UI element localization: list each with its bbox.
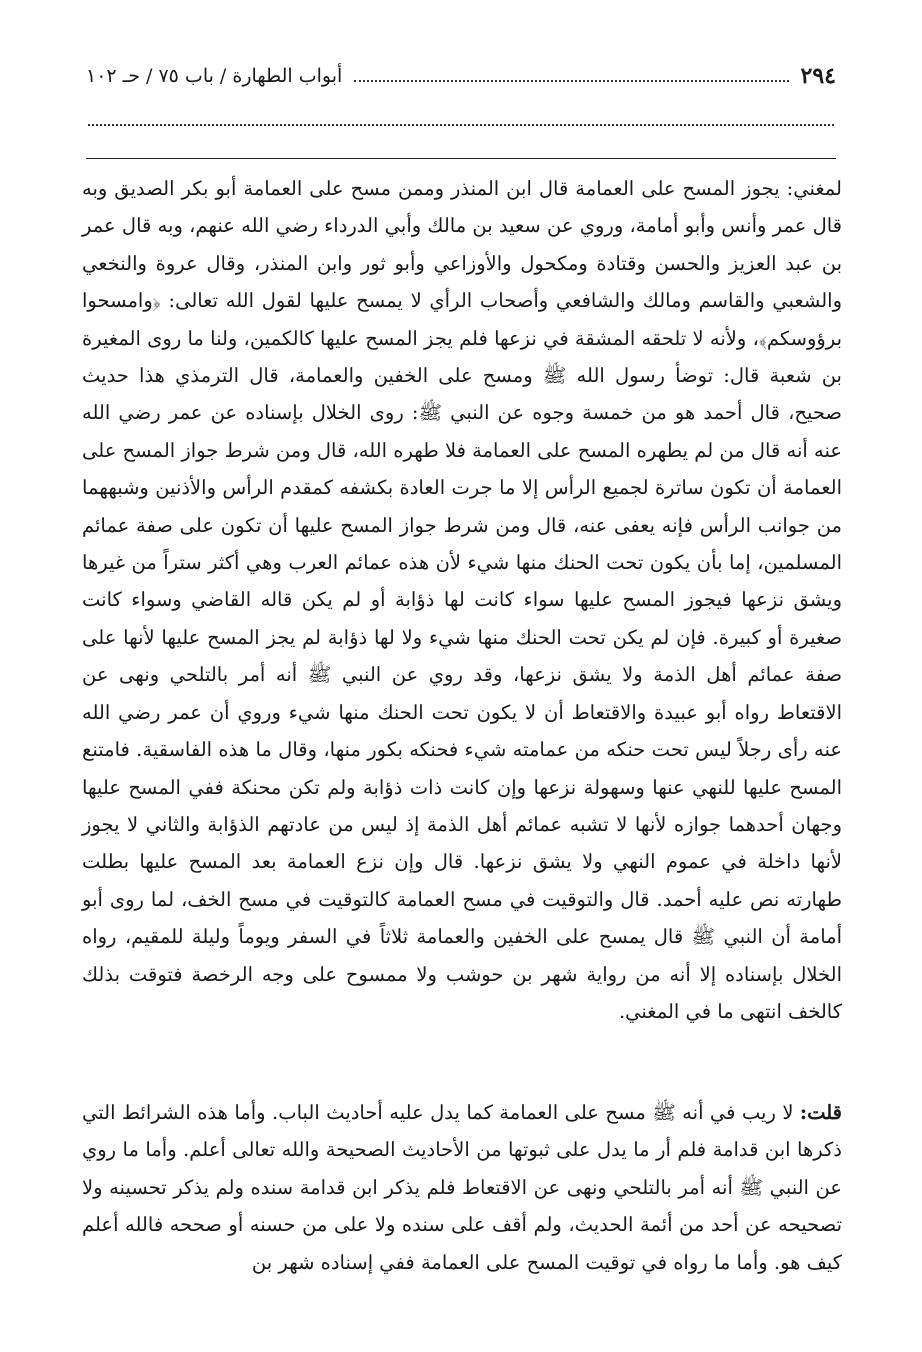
- page-header: [86, 58, 836, 94]
- header-dotted-leader: [354, 70, 788, 82]
- page-number: ٢٩٤: [800, 63, 836, 89]
- horizontal-rule: [86, 158, 836, 159]
- dotted-separator: [88, 124, 834, 126]
- body-paragraph-mughni: [82, 170, 842, 1070]
- running-title: أبواب الطهارة / باب ٧٥ / حـ ١٠٢: [86, 65, 343, 87]
- paragraph-text: لمغني: يجوز المسح على العمامة قال ابن المنذر وممن مسح على العمامة أبو بكر الصديق وبه قال عمر وأنس وأبو أمامة، وروي عن سعيد بن مالك وأبي الدرداء رضي الله عنهم، وبه قال عمر بن عبد العزيز والحسن وقتادة ومكحول والأوزاعي وأبو ثور وابن المنذر، وقال عروة والنخعي والشعبي والقاسم ومالك والشافعي وأصحاب الرأي لا يمسح عليها لقول الله تعالى: ﴿وامسحوا برؤوسكم﴾، ولأنه لا تلحقه المشقة في نزعها فلم يجز المسح عليها كالكمين، ولنا ما روى المغيرة بن شعبة قال: توضأ رسول الله ﷺ ومسح على الخفين والعمامة، قال الترمذي هذا حديث صحيح، قال أحمد هو من خمسة وجوه عن النبي ﷺ: روى الخلال بإسناده عن عمر رضي الله عنه أنه قال من لم يطهره المسح على العمامة فلا طهره الله، قال ومن شرط جواز المسح على العمامة أن تكون ساترة لجميع الرأس إلا ما جرت العادة بكشفه كمقدم الرأس والأذنين وشبههما من جوانب الرأس فإنه يعفى عنه، قال ومن شرط جواز المسح عليها أن تكون على صفة عمائم المسلمين، إما بأن يكون تحت الحنك منها شيء لأن هذه عمائم العرب وهي أكثر ستراً من غيرها ويشق نزعها فيجوز المسح عليها سواء كانت لها ذؤابة أو لم يكن قاله القاضي وسواء كانت صغيرة أو كبيرة. فإن لم يكن تحت الحنك منها شيء ولا لها ذؤابة لم يجز المسح عليها لأنها على صفة عمائم أهل الذمة ولا يشق نزعها، وقد روي عن النبي ﷺ أنه أمر بالتلحي ونهى عن الاقتعاط رواه أبو عبيدة والاقتعاط أن لا يكون تحت الحنك منها شيء وروي أن عمر رضي الله عنه رأى رجلاً ليس تحت حنكه من عمامته شيء فحنكه بكور منها، وقال ما هذه الفاسقية. فامتنع المسح عليها للنهي عنها وسهولة نزعها وإن كانت ذات ذؤابة ولم تكن محنكة ففي المسح عليها وجهان أحدهما جوازه لأنها لا تشبه عمائم أهل الذمة إذ ليس من عادتهم الذؤابة والثاني لا يجوز لأنها داخلة في عموم النهي ولا يشق نزعها. قال وإن نزع العمامة بعد المسح عليها بطلت طهارته نص عليه أحمد. قال والتوقيت في مسح العمامة كالتوقيت في مسح الخف، لما روى أبو أمامة أن النبي ﷺ قال يمسح على الخفين والعمامة ثلاثاً في السفر ويوماً وليلة للمقيم، رواه الخلال بإسناده إلا أنه من رواية شهر بن حوشب ولا ممسوح على وجه الرخصة فتوقت بذلك كالخف انتهى ما في المغني.: [82, 177, 842, 1023]
- body-paragraph-qultu: [82, 1094, 842, 1294]
- paragraph-text: لا ريب في أنه ﷺ مسح على العمامة كما يدل عليه أحاديث الباب. وأما هذه الشرائط التي ذكرها ابن قدامة فلم أر ما يدل على ثبوتها من الأحاديث الصحيحة والله تعالى أعلم. وأما ما روي عن النبي ﷺ أنه أمر بالتلحي ونهى عن الاقتعاط فلم يذكر ابن قدامة سنده ولم يذكر تحسينه ولا تصحيحه عن أحد من أئمة الحديث، ولم أقف على سنده ولا على من حسنه أو صححه فالله أعلم كيف هو. وأما ما رواه في توقيت المسح على العمامة ففي إسناده شهر بن: [82, 1101, 842, 1274]
- paragraph-label: قلت:: [799, 1101, 842, 1124]
